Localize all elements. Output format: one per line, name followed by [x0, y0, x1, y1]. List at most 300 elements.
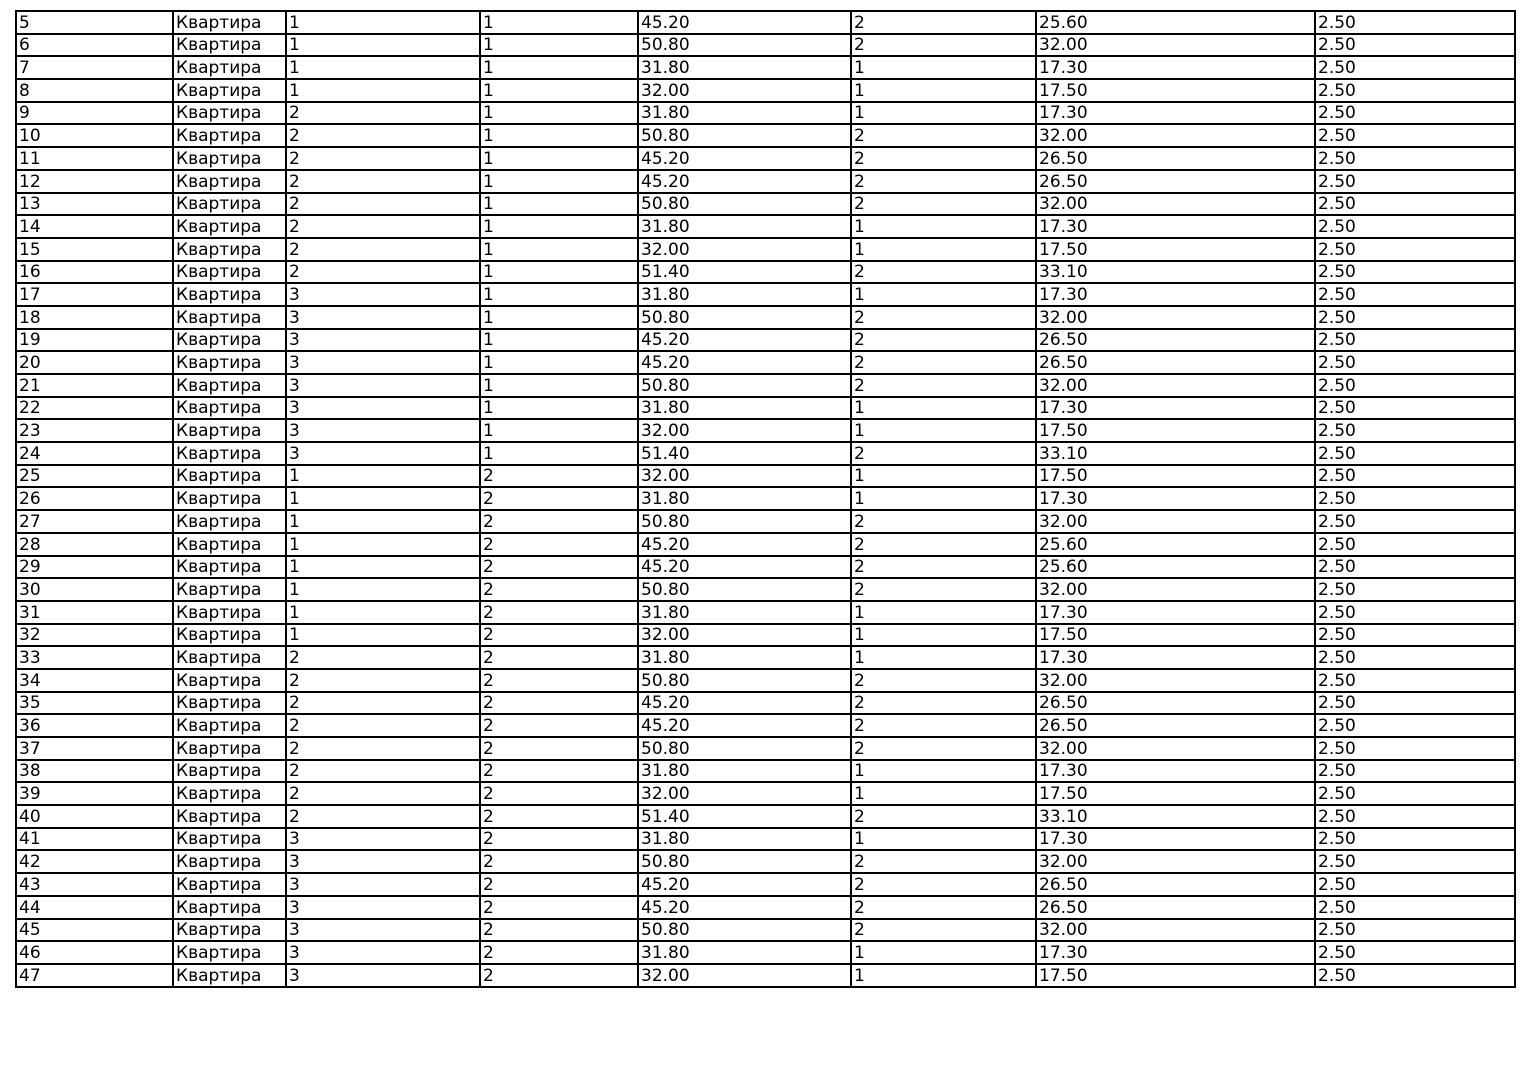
- height-cell: 2.50: [1315, 850, 1515, 873]
- rooms-cell: 2: [851, 850, 1036, 873]
- section-cell: 1: [286, 487, 480, 510]
- table-row: [16, 11, 1515, 34]
- type-cell: Квартира: [173, 487, 286, 510]
- floor-cell: 1: [480, 215, 638, 238]
- number-cell: 27: [16, 510, 173, 533]
- height-cell: 2.50: [1315, 919, 1515, 942]
- rooms-cell: 2: [851, 692, 1036, 715]
- table-row: [16, 397, 1515, 420]
- height-cell: 2.50: [1315, 351, 1515, 374]
- living-area-cell: 17.50: [1036, 782, 1315, 805]
- height-cell: 2.50: [1315, 624, 1515, 647]
- type-cell: Квартира: [173, 782, 286, 805]
- section-cell: 1: [286, 465, 480, 488]
- area-cell: 32.00: [638, 964, 851, 987]
- height-cell: 2.50: [1315, 56, 1515, 79]
- floor-cell: 1: [480, 34, 638, 57]
- height-cell: 2.50: [1315, 238, 1515, 261]
- rooms-cell: 2: [851, 11, 1036, 34]
- area-cell: 45.20: [638, 170, 851, 193]
- height-cell: 2.50: [1315, 556, 1515, 579]
- rooms-cell: 1: [851, 782, 1036, 805]
- area-cell: 32.00: [638, 782, 851, 805]
- type-cell: Квартира: [173, 805, 286, 828]
- type-cell: Квартира: [173, 760, 286, 783]
- floor-cell: 1: [480, 238, 638, 261]
- section-cell: 2: [286, 102, 480, 125]
- table-row: [16, 941, 1515, 964]
- rooms-cell: 1: [851, 941, 1036, 964]
- table-row: [16, 964, 1515, 987]
- rooms-cell: 1: [851, 964, 1036, 987]
- floor-cell: 1: [480, 351, 638, 374]
- rooms-cell: 2: [851, 556, 1036, 579]
- living-area-cell: 17.30: [1036, 828, 1315, 851]
- section-cell: 3: [286, 896, 480, 919]
- height-cell: 2.50: [1315, 442, 1515, 465]
- rooms-cell: 1: [851, 487, 1036, 510]
- section-cell: 1: [286, 624, 480, 647]
- table-row: [16, 737, 1515, 760]
- type-cell: Квартира: [173, 329, 286, 352]
- floor-cell: 2: [480, 964, 638, 987]
- rooms-cell: 2: [851, 124, 1036, 147]
- table-row: [16, 896, 1515, 919]
- living-area-cell: 32.00: [1036, 124, 1315, 147]
- height-cell: 2.50: [1315, 215, 1515, 238]
- table-row: [16, 533, 1515, 556]
- type-cell: Квартира: [173, 850, 286, 873]
- living-area-cell: 26.50: [1036, 896, 1315, 919]
- number-cell: 47: [16, 964, 173, 987]
- table-row: [16, 261, 1515, 284]
- type-cell: Квартира: [173, 510, 286, 533]
- area-cell: 45.20: [638, 533, 851, 556]
- number-cell: 33: [16, 646, 173, 669]
- table-row: [16, 124, 1515, 147]
- number-cell: 15: [16, 238, 173, 261]
- floor-cell: 2: [480, 782, 638, 805]
- type-cell: Квартира: [173, 533, 286, 556]
- floor-cell: 2: [480, 487, 638, 510]
- floor-cell: 1: [480, 329, 638, 352]
- floor-cell: 2: [480, 533, 638, 556]
- type-cell: Квартира: [173, 238, 286, 261]
- floor-cell: 2: [480, 714, 638, 737]
- height-cell: 2.50: [1315, 646, 1515, 669]
- height-cell: 2.50: [1315, 805, 1515, 828]
- table-row: [16, 919, 1515, 942]
- table-row: [16, 147, 1515, 170]
- height-cell: 2.50: [1315, 465, 1515, 488]
- living-area-cell: 32.00: [1036, 510, 1315, 533]
- number-cell: 7: [16, 56, 173, 79]
- floor-cell: 1: [480, 442, 638, 465]
- rooms-cell: 1: [851, 646, 1036, 669]
- area-cell: 51.40: [638, 805, 851, 828]
- number-cell: 34: [16, 669, 173, 692]
- living-area-cell: 26.50: [1036, 714, 1315, 737]
- height-cell: 2.50: [1315, 760, 1515, 783]
- table-row: [16, 419, 1515, 442]
- area-cell: 51.40: [638, 442, 851, 465]
- living-area-cell: 26.50: [1036, 873, 1315, 896]
- living-area-cell: 33.10: [1036, 442, 1315, 465]
- area-cell: 45.20: [638, 147, 851, 170]
- floor-cell: 2: [480, 601, 638, 624]
- number-cell: 11: [16, 147, 173, 170]
- section-cell: 2: [286, 124, 480, 147]
- height-cell: 2.50: [1315, 737, 1515, 760]
- height-cell: 2.50: [1315, 79, 1515, 102]
- number-cell: 37: [16, 737, 173, 760]
- height-cell: 2.50: [1315, 147, 1515, 170]
- type-cell: Квартира: [173, 714, 286, 737]
- table-row: [16, 850, 1515, 873]
- floor-cell: 1: [480, 56, 638, 79]
- rooms-cell: 2: [851, 669, 1036, 692]
- area-cell: 51.40: [638, 261, 851, 284]
- table-row: [16, 601, 1515, 624]
- apartments-table: [15, 10, 1516, 988]
- area-cell: 50.80: [638, 124, 851, 147]
- table-row: [16, 374, 1515, 397]
- area-cell: 45.20: [638, 692, 851, 715]
- section-cell: 2: [286, 782, 480, 805]
- height-cell: 2.50: [1315, 11, 1515, 34]
- area-cell: 31.80: [638, 397, 851, 420]
- area-cell: 31.80: [638, 215, 851, 238]
- living-area-cell: 17.50: [1036, 624, 1315, 647]
- height-cell: 2.50: [1315, 261, 1515, 284]
- living-area-cell: 17.30: [1036, 102, 1315, 125]
- height-cell: 2.50: [1315, 896, 1515, 919]
- rooms-cell: 2: [851, 193, 1036, 216]
- height-cell: 2.50: [1315, 329, 1515, 352]
- section-cell: 3: [286, 351, 480, 374]
- number-cell: 41: [16, 828, 173, 851]
- type-cell: Квартира: [173, 828, 286, 851]
- height-cell: 2.50: [1315, 487, 1515, 510]
- floor-cell: 1: [480, 374, 638, 397]
- table-row: [16, 487, 1515, 510]
- type-cell: Квартира: [173, 11, 286, 34]
- section-cell: 2: [286, 692, 480, 715]
- number-cell: 45: [16, 919, 173, 942]
- section-cell: 2: [286, 261, 480, 284]
- area-cell: 50.80: [638, 510, 851, 533]
- section-cell: 1: [286, 11, 480, 34]
- type-cell: Квартира: [173, 919, 286, 942]
- height-cell: 2.50: [1315, 873, 1515, 896]
- number-cell: 13: [16, 193, 173, 216]
- table-body: [16, 11, 1515, 987]
- number-cell: 24: [16, 442, 173, 465]
- number-cell: 9: [16, 102, 173, 125]
- section-cell: 2: [286, 669, 480, 692]
- area-cell: 50.80: [638, 850, 851, 873]
- floor-cell: 1: [480, 170, 638, 193]
- living-area-cell: 26.50: [1036, 329, 1315, 352]
- floor-cell: 2: [480, 828, 638, 851]
- living-area-cell: 26.50: [1036, 147, 1315, 170]
- living-area-cell: 32.00: [1036, 578, 1315, 601]
- table-row: [16, 669, 1515, 692]
- table-row: [16, 193, 1515, 216]
- living-area-cell: 32.00: [1036, 850, 1315, 873]
- height-cell: 2.50: [1315, 692, 1515, 715]
- section-cell: 1: [286, 510, 480, 533]
- type-cell: Квартира: [173, 102, 286, 125]
- floor-cell: 2: [480, 919, 638, 942]
- living-area-cell: 32.00: [1036, 34, 1315, 57]
- living-area-cell: 32.00: [1036, 919, 1315, 942]
- rooms-cell: 2: [851, 34, 1036, 57]
- table-row: [16, 805, 1515, 828]
- type-cell: Квартира: [173, 601, 286, 624]
- floor-cell: 2: [480, 556, 638, 579]
- floor-cell: 2: [480, 805, 638, 828]
- area-cell: 45.20: [638, 873, 851, 896]
- floor-cell: 2: [480, 873, 638, 896]
- type-cell: Квартира: [173, 397, 286, 420]
- living-area-cell: 32.00: [1036, 374, 1315, 397]
- area-cell: 31.80: [638, 102, 851, 125]
- height-cell: 2.50: [1315, 374, 1515, 397]
- height-cell: 2.50: [1315, 102, 1515, 125]
- table-row: [16, 56, 1515, 79]
- height-cell: 2.50: [1315, 124, 1515, 147]
- section-cell: 1: [286, 34, 480, 57]
- section-cell: 2: [286, 215, 480, 238]
- number-cell: 21: [16, 374, 173, 397]
- floor-cell: 1: [480, 419, 638, 442]
- rooms-cell: 2: [851, 306, 1036, 329]
- floor-cell: 2: [480, 669, 638, 692]
- area-cell: 31.80: [638, 283, 851, 306]
- number-cell: 23: [16, 419, 173, 442]
- living-area-cell: 26.50: [1036, 170, 1315, 193]
- height-cell: 2.50: [1315, 34, 1515, 57]
- section-cell: 3: [286, 329, 480, 352]
- living-area-cell: 17.30: [1036, 601, 1315, 624]
- rooms-cell: 2: [851, 374, 1036, 397]
- floor-cell: 2: [480, 850, 638, 873]
- living-area-cell: 17.30: [1036, 760, 1315, 783]
- height-cell: 2.50: [1315, 578, 1515, 601]
- type-cell: Квартира: [173, 873, 286, 896]
- living-area-cell: 17.50: [1036, 238, 1315, 261]
- table-row: [16, 578, 1515, 601]
- number-cell: 30: [16, 578, 173, 601]
- section-cell: 1: [286, 556, 480, 579]
- section-cell: 1: [286, 56, 480, 79]
- floor-cell: 1: [480, 147, 638, 170]
- number-cell: 36: [16, 714, 173, 737]
- table-row: [16, 828, 1515, 851]
- height-cell: 2.50: [1315, 669, 1515, 692]
- height-cell: 2.50: [1315, 601, 1515, 624]
- area-cell: 31.80: [638, 760, 851, 783]
- number-cell: 14: [16, 215, 173, 238]
- rooms-cell: 1: [851, 102, 1036, 125]
- number-cell: 35: [16, 692, 173, 715]
- floor-cell: 2: [480, 692, 638, 715]
- type-cell: Квартира: [173, 79, 286, 102]
- floor-cell: 2: [480, 941, 638, 964]
- height-cell: 2.50: [1315, 283, 1515, 306]
- rooms-cell: 2: [851, 170, 1036, 193]
- floor-cell: 2: [480, 896, 638, 919]
- table-row: [16, 34, 1515, 57]
- living-area-cell: 17.30: [1036, 487, 1315, 510]
- rooms-cell: 2: [851, 510, 1036, 533]
- area-cell: 32.00: [638, 238, 851, 261]
- area-cell: 32.00: [638, 419, 851, 442]
- table-row: [16, 329, 1515, 352]
- section-cell: 3: [286, 828, 480, 851]
- section-cell: 2: [286, 714, 480, 737]
- living-area-cell: 17.30: [1036, 941, 1315, 964]
- area-cell: 45.20: [638, 896, 851, 919]
- table-row: [16, 624, 1515, 647]
- area-cell: 50.80: [638, 374, 851, 397]
- rooms-cell: 2: [851, 261, 1036, 284]
- type-cell: Квартира: [173, 374, 286, 397]
- rooms-cell: 1: [851, 601, 1036, 624]
- section-cell: 3: [286, 873, 480, 896]
- number-cell: 46: [16, 941, 173, 964]
- type-cell: Квартира: [173, 556, 286, 579]
- living-area-cell: 25.60: [1036, 533, 1315, 556]
- number-cell: 42: [16, 850, 173, 873]
- section-cell: 2: [286, 238, 480, 261]
- rooms-cell: 1: [851, 465, 1036, 488]
- number-cell: 32: [16, 624, 173, 647]
- floor-cell: 1: [480, 124, 638, 147]
- section-cell: 3: [286, 919, 480, 942]
- rooms-cell: 1: [851, 828, 1036, 851]
- type-cell: Квартира: [173, 646, 286, 669]
- living-area-cell: 17.30: [1036, 215, 1315, 238]
- number-cell: 40: [16, 805, 173, 828]
- section-cell: 2: [286, 147, 480, 170]
- section-cell: 3: [286, 419, 480, 442]
- type-cell: Квартира: [173, 578, 286, 601]
- floor-cell: 1: [480, 261, 638, 284]
- section-cell: 2: [286, 646, 480, 669]
- rooms-cell: 1: [851, 79, 1036, 102]
- rooms-cell: 2: [851, 329, 1036, 352]
- type-cell: Квартира: [173, 465, 286, 488]
- rooms-cell: 2: [851, 578, 1036, 601]
- area-cell: 50.80: [638, 578, 851, 601]
- table-row: [16, 238, 1515, 261]
- type-cell: Квартира: [173, 261, 286, 284]
- rooms-cell: 1: [851, 419, 1036, 442]
- table-row: [16, 692, 1515, 715]
- section-cell: 3: [286, 306, 480, 329]
- living-area-cell: 25.60: [1036, 556, 1315, 579]
- rooms-cell: 2: [851, 873, 1036, 896]
- floor-cell: 2: [480, 646, 638, 669]
- number-cell: 6: [16, 34, 173, 57]
- table-row: [16, 79, 1515, 102]
- area-cell: 45.20: [638, 714, 851, 737]
- rooms-cell: 2: [851, 147, 1036, 170]
- rooms-cell: 1: [851, 215, 1036, 238]
- living-area-cell: 17.30: [1036, 646, 1315, 669]
- floor-cell: 1: [480, 79, 638, 102]
- number-cell: 38: [16, 760, 173, 783]
- rooms-cell: 1: [851, 56, 1036, 79]
- number-cell: 22: [16, 397, 173, 420]
- number-cell: 5: [16, 11, 173, 34]
- height-cell: 2.50: [1315, 533, 1515, 556]
- area-cell: 31.80: [638, 646, 851, 669]
- rooms-cell: 1: [851, 283, 1036, 306]
- rooms-cell: 2: [851, 351, 1036, 374]
- height-cell: 2.50: [1315, 306, 1515, 329]
- table-row: [16, 510, 1515, 533]
- number-cell: 26: [16, 487, 173, 510]
- section-cell: 3: [286, 941, 480, 964]
- rooms-cell: 1: [851, 238, 1036, 261]
- type-cell: Квартира: [173, 306, 286, 329]
- number-cell: 31: [16, 601, 173, 624]
- rooms-cell: 2: [851, 442, 1036, 465]
- area-cell: 31.80: [638, 941, 851, 964]
- height-cell: 2.50: [1315, 782, 1515, 805]
- height-cell: 2.50: [1315, 397, 1515, 420]
- section-cell: 2: [286, 737, 480, 760]
- area-cell: 31.80: [638, 487, 851, 510]
- living-area-cell: 26.50: [1036, 351, 1315, 374]
- table-row: [16, 714, 1515, 737]
- area-cell: 50.80: [638, 306, 851, 329]
- living-area-cell: 26.50: [1036, 692, 1315, 715]
- height-cell: 2.50: [1315, 170, 1515, 193]
- number-cell: 16: [16, 261, 173, 284]
- floor-cell: 2: [480, 510, 638, 533]
- type-cell: Квартира: [173, 283, 286, 306]
- table-row: [16, 646, 1515, 669]
- type-cell: Квартира: [173, 34, 286, 57]
- rooms-cell: 1: [851, 624, 1036, 647]
- area-cell: 50.80: [638, 669, 851, 692]
- height-cell: 2.50: [1315, 193, 1515, 216]
- height-cell: 2.50: [1315, 419, 1515, 442]
- type-cell: Квартира: [173, 124, 286, 147]
- number-cell: 18: [16, 306, 173, 329]
- table-row: [16, 873, 1515, 896]
- type-cell: Квартира: [173, 56, 286, 79]
- living-area-cell: 17.30: [1036, 56, 1315, 79]
- floor-cell: 2: [480, 465, 638, 488]
- height-cell: 2.50: [1315, 510, 1515, 533]
- table-row: [16, 170, 1515, 193]
- living-area-cell: 25.60: [1036, 11, 1315, 34]
- floor-cell: 2: [480, 578, 638, 601]
- number-cell: 39: [16, 782, 173, 805]
- living-area-cell: 32.00: [1036, 669, 1315, 692]
- type-cell: Квартира: [173, 964, 286, 987]
- area-cell: 50.80: [638, 34, 851, 57]
- section-cell: 2: [286, 805, 480, 828]
- floor-cell: 1: [480, 11, 638, 34]
- type-cell: Квартира: [173, 147, 286, 170]
- table-row: [16, 465, 1515, 488]
